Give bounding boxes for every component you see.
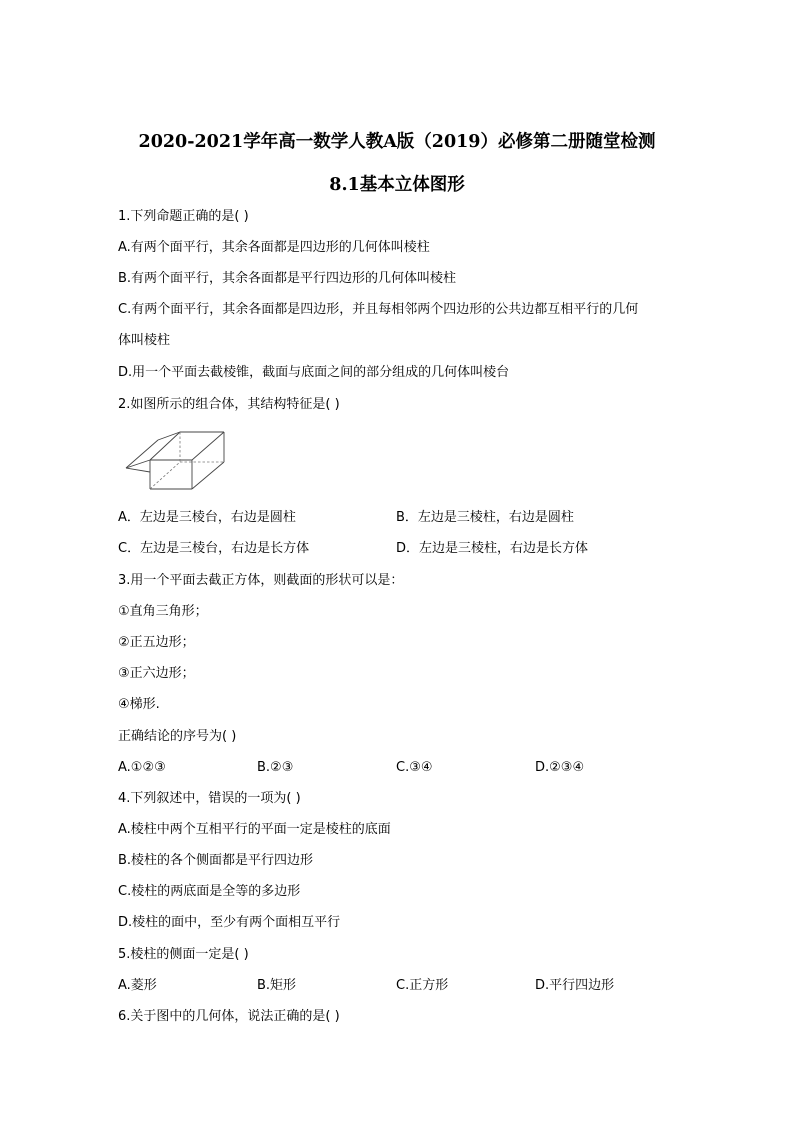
q3-stem: 3.用一个平面去截正方体，则截面的形状可以是： <box>118 573 404 588</box>
q1-option-c: C.有两个面平行，其余各面都是四边形，并且每相邻两个四边形的公共边都互相平行的几何 <box>118 302 639 317</box>
q1-option-b: B.有两个面平行，其余各面都是平行四边形的几何体叫棱柱 <box>118 271 457 286</box>
document-title: 2020-2021学年高一数学人教A版（2019）必修第二册随堂检测 <box>138 132 656 152</box>
prism-left-edge <box>126 440 158 468</box>
q2-option-c: C．左边是三棱台，右边是长方体 <box>118 541 310 556</box>
q6-stem: 6.关于图中的几何体，说法正确的是( ) <box>118 1009 340 1024</box>
q3-option-d: D.②③④ <box>535 760 585 775</box>
box-right-top-edge <box>192 432 224 460</box>
q5-option-d: D.平行四边形 <box>535 978 615 993</box>
q4-stem: 4.下列叙述中，错误的一项为( ) <box>118 791 301 806</box>
q5-option-b: B.矩形 <box>257 978 297 993</box>
q4-option-d: D.棱柱的面中，至少有两个面相互平行 <box>118 915 341 930</box>
prism-top-slant <box>158 432 180 440</box>
q4-option-c: C.棱柱的两底面是全等的多边形 <box>118 884 301 899</box>
q2-option-d: D．左边是三棱柱，右边是长方体 <box>396 541 589 556</box>
prism-bottom-edge <box>126 468 150 472</box>
q3-option-c: C.③④ <box>396 760 433 775</box>
prism-front-slant <box>126 460 150 468</box>
q3-question: 正确结论的序号为( ) <box>118 729 237 744</box>
composite-solid-figure <box>124 430 228 494</box>
q2-option-a: A．左边是三棱台，右边是圆柱 <box>118 510 296 525</box>
q5-option-a: A.菱形 <box>118 978 157 993</box>
q3-option-a: A.①②③ <box>118 760 166 775</box>
q1-option-a: A.有两个面平行，其余各面都是四边形的几何体叫棱柱 <box>118 240 430 255</box>
q4-option-a: A.棱柱中两个互相平行的平面一定是棱柱的底面 <box>118 822 391 837</box>
document-subtitle: 8.1基本立体图形 <box>329 175 465 195</box>
q3-option-b: B.②③ <box>257 760 294 775</box>
q5-option-c: C.正方形 <box>396 978 449 993</box>
q3-item-1: ①直角三角形； <box>118 604 208 619</box>
box-bottom-right-edge <box>192 462 224 489</box>
q1-stem: 1.下列命题正确的是( ) <box>118 209 249 224</box>
hidden-left-edge <box>150 462 180 489</box>
q2-option-b: B．左边是三棱柱，右边是圆柱 <box>396 510 574 525</box>
q2-stem: 2.如图所示的组合体，其结构特征是( ) <box>118 397 340 412</box>
q3-item-2: ②正五边形； <box>118 635 195 650</box>
q3-item-4: ④梯形. <box>118 697 160 712</box>
q3-item-3: ③正六边形； <box>118 666 195 681</box>
q1-option-d: D.用一个平面去截棱锥，截面与底面之间的部分组成的几何体叫棱台 <box>118 365 510 380</box>
q5-stem: 5.棱柱的侧面一定是( ) <box>118 947 249 962</box>
prism-shared-edge <box>150 432 180 460</box>
q4-option-b: B.棱柱的各个侧面都是平行四边形 <box>118 853 314 868</box>
q1-option-c-continued: 体叫棱柱 <box>118 333 171 348</box>
